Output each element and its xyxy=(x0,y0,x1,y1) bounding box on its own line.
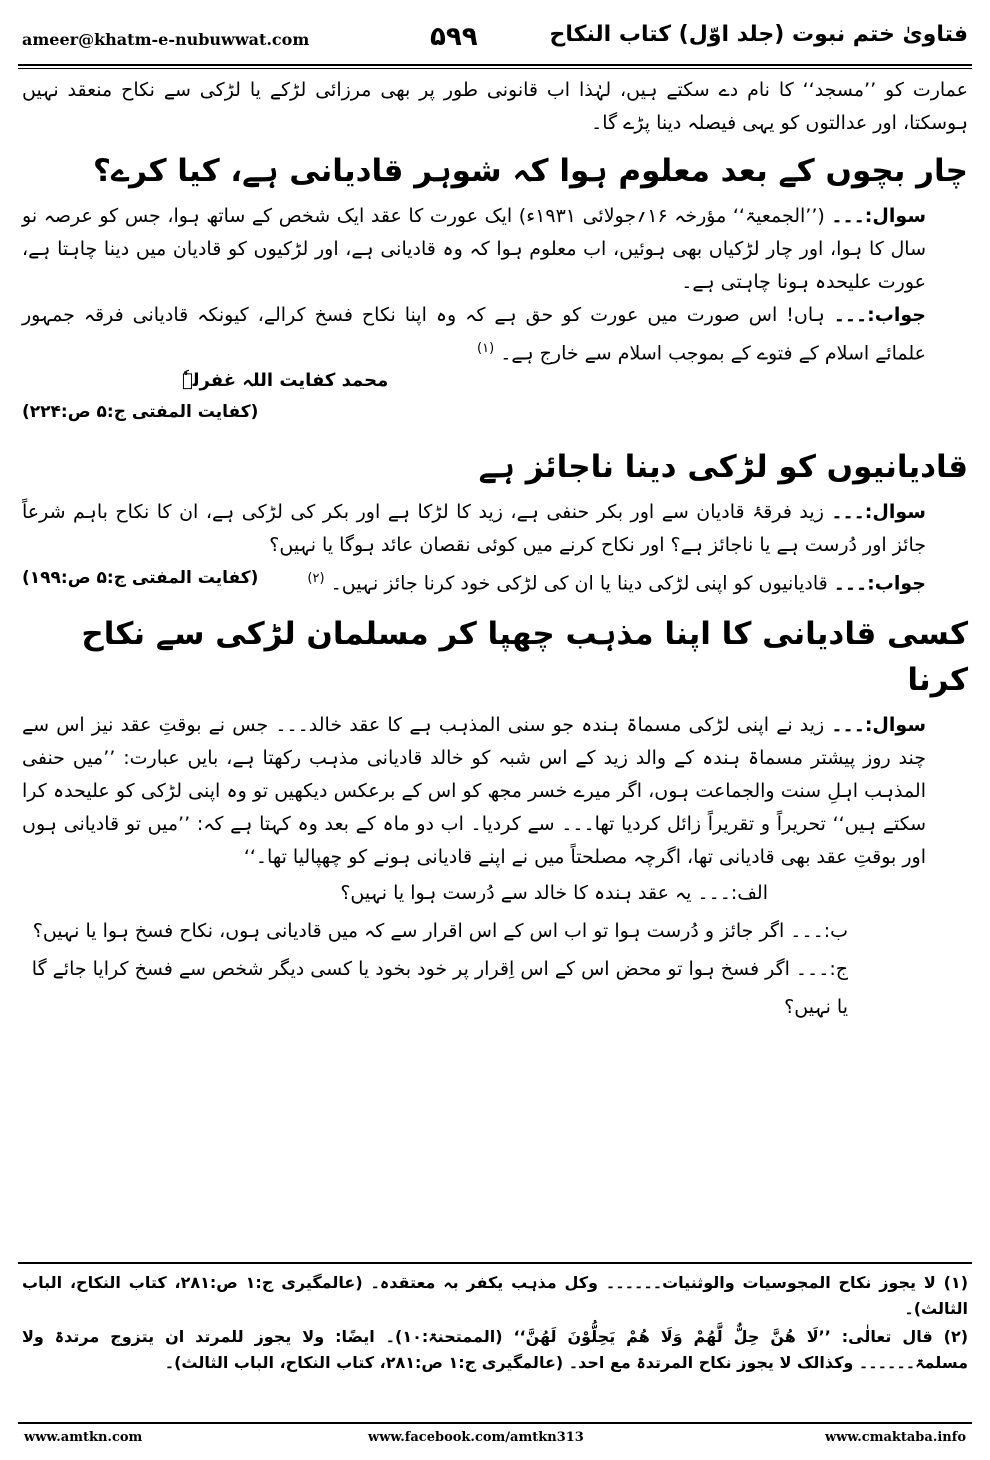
sub-question-c: ج:۔۔۔ اگر فسخ ہوا تو محض اس کے اس اِقرار پر خود بخود یا کسی دیگر شخص سے فسخ کرایا جائے گا یا نہیں؟ xyxy=(31,957,848,1018)
page-body xyxy=(22,74,968,1026)
section-heading-3: کسی قادیانی کا اپنا مذہب چھپا کر مسلمان لڑکی سے نکاح کرنا xyxy=(81,615,968,698)
section-heading-1: چار بچوں کے بعد معلوم ہوا کہ شوہر قادیانی ہے، کیا کرے؟ xyxy=(93,153,968,189)
sub-question-a: الف:۔۔۔ یہ عقد ہندہ کا خالد سے دُرست ہوا یا نہیں؟ xyxy=(340,881,768,904)
answer-text: ہاں! اس صورت میں عورت کو حق ہے کہ وہ اپنا نکاح فسخ کرالے، کیونکہ قادیانی فرقہ جمہور علمائے اسلام کے فتوے کے بموجب اسلام سے خارج ہے۔ xyxy=(22,304,926,365)
page-footer xyxy=(18,1430,972,1450)
reference-2: (کفایت المفتی ج:۵ ص:۱۹۹) xyxy=(22,568,259,589)
question-text: (’’الجمعیۃ‘‘ مؤرخہ ۱۶؍جولائی ۱۹۳۱ء) ایک عورت کا عقد ایک شخص کے ساتھ ہوا، جس کو عرصہ نو سال کا ہوا، اور چار لڑکیاں بھی ہوئیں، اب معلوم ہوا کہ وہ قادیانی ہے، اور لڑکیوں کو قادیان میں دینا چاہتا ہے، عورت علیحدہ ہونا چاہتی ہے۔ xyxy=(22,205,926,293)
page-number: ۵۹۹ xyxy=(430,22,478,52)
footnote-2: (۲) قال تعالٰی: ’’لَا ھُنَّ حِلٌّ لَّھُمْ وَلَا ھُمْ یَحِلُّوْنَ لَھُنَّ‘‘ (الممتحنۃ:۱۰)۔ ایضًا: ولا یجوز للمرتد ان یتزوج مرتدۃ ولا مسلمۃ۔۔۔۔۔۔ وکذالک لا یجوز نکاح المرتدۃ مع احد۔ (عالمگیری ج:۱ ص:۲۸۱، کتاب النکاح، الباب الثالث)۔ xyxy=(22,1327,969,1372)
footnote-mark-1[interactable]: (۱) xyxy=(477,341,495,356)
section-heading-2: قادیانیوں کو لڑکی دینا ناجائز ہے xyxy=(478,449,968,486)
question-3 xyxy=(22,709,968,874)
answer-text: قادیانیوں کو اپنی لڑکی دینا یا ان کی لڑکی خود کرنا جائز نہیں۔ xyxy=(330,572,828,595)
sub-question-b: ب:۔۔۔ اگر جائز و دُرست ہوا تو اب اس کے اس اقرار سے کہ میں قادیانی ہوں، نکاح فسخ ہوا یا نہیں؟ xyxy=(32,919,848,942)
signature-row xyxy=(22,370,968,402)
question-text: زید فرقۂ قادیان سے اور بکر حنفی ہے، زید کا لڑکا ہے اور بکر کی لڑکی ہے، ان کا نکاح باہم شرعاً جائز اور دُرست ہے یا ناجائز ہے؟ اور نکاح کرنے میں کوئی نقصان عائد ہوگا یا نہیں؟ xyxy=(22,501,926,557)
intro-paragraph: عمارت کو ’’مسجد‘‘ کا نام دے سکتے ہیں، لہٰذا اب قانونی طور پر بھی مرزائی لڑکے یا لڑکی سے نکاح منعقد نہیں ہوسکتا، اور عدالتوں کو یہی فیصلہ دینا پڑے گا۔ xyxy=(22,79,968,134)
question-text: زید نے اپنی لڑکی مسماۃ ہندہ جو سنی المذہب ہے کا عقد خالد۔۔۔ جس نے بوقتِ عقد نیز اس سے چند روز پیشتر مسماۃ ہندہ کے والد زید کے اس شبہ کو خالد قادیانی مذہب رکھتا ہے، بایں عبارت: ’’میں حنفی المذہب اہلِ سنت والجماعت ہوں، اگر میرے خسر مجھ کو اس کے برعکس دیکھیں تو وہ اپنی لڑکی کو علیحدہ کرا سکتے ہیں‘‘ تحریراً و تقریراً زائل کردیا تھا۔۔۔ سے کردیا۔ اب دو ماہ کے بعد وہ کہتا ہے کہ: ’’میں تو قادیانی ہوں اور بوقتِ عقد بھی قادیانی تھا، اگرچہ مصلحتاً میں نے اپنے قادیانی ہونے کو چھپالیا تھا۔‘‘ xyxy=(22,713,926,868)
footer-link-center[interactable]: www.facebook.com/amtkn313 xyxy=(368,1430,584,1445)
footnote-rule xyxy=(18,1262,972,1264)
question-label: سوال:۔۔۔ xyxy=(831,205,926,227)
footnote-mark-2[interactable]: (۲) xyxy=(307,571,325,587)
page-header xyxy=(0,0,990,68)
answer-1 xyxy=(22,299,968,370)
footnote-1: (۱) لا یجوز نکاح المجوسیات والوثنیات۔۔۔۔۔۔ وکل مذہب یکفر بہ معتقدہ۔ (عالمگیری ج:۱ ص:۲۸۱، کتاب النکاح، الباب الثالث)۔ xyxy=(22,1273,968,1318)
footer-link-left[interactable]: www.amtkn.com xyxy=(24,1430,143,1445)
footer-rule xyxy=(18,1422,972,1424)
answer-label: جواب:۔۔۔ xyxy=(833,572,926,595)
footer-link-right[interactable]: www.cmaktaba.info xyxy=(824,1430,966,1445)
header-rule xyxy=(18,64,972,66)
reference-1: (کفایت المفتی ج:۵ ص:۲۲۴) xyxy=(22,402,259,423)
signature: محمد کفایت اللہ غفرلہٗ xyxy=(182,370,389,392)
header-rule-thin xyxy=(18,68,972,69)
header-email[interactable]: ameer@khatm-e-nubuwwat.com xyxy=(22,30,310,49)
question-label: سوال:۔۔۔ xyxy=(831,501,926,524)
answer-label: جواب:۔۔۔ xyxy=(833,304,926,326)
question-label: سوال:۔۔۔ xyxy=(831,713,927,736)
question-2 xyxy=(22,496,968,562)
footnotes xyxy=(22,1270,968,1378)
answer-2 xyxy=(22,562,968,600)
book-title: فتاویٰ ختم نبوت (جلد اوّل) کتاب النکاح xyxy=(549,22,968,47)
question-1 xyxy=(22,200,968,299)
